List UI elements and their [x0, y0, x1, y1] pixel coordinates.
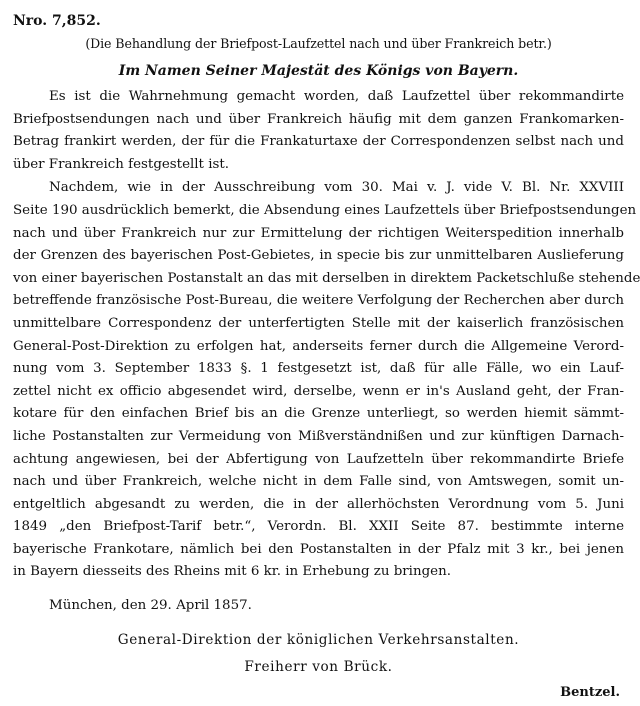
paragraph-2-line: General-Post-Direktion zu erfolgen hat, anderseits ferner durch die Allgemeine Verord-: [13, 338, 624, 354]
paragraph-2-line: nach und über Frankreich nur zur Ermittelung der richtigen Weiterspedition innerhalb: [13, 225, 624, 241]
paragraph-2-line: bayerische Frankotare, nämlich bei den Postanstalten in der Pfalz mit 3 kr., bei jenen: [13, 541, 624, 557]
paragraph-2-line: unmittelbare Correspondenz der unterfertigten Stelle mit der kaiserlich französischen: [13, 315, 624, 331]
paragraph-2-line: liche Postanstalten zur Vermeidung von Mißverständnißen und zur künftigen Darnach-: [13, 428, 624, 444]
paragraph-2: [13, 177, 640, 584]
paragraph-2-line: nung vom 3. September 1833 §. 1 festgesetzt ist, daß für alle Fälle, wo ein Lauf-: [13, 361, 624, 377]
paragraph-2-line: kotare für den einfachen Brief bis an die Grenze unterliegt, so werden hiemit sämmt-: [13, 406, 624, 422]
paragraph-2-line: von einer bayerischen Postanstalt an das mit derselben in direktem Packetschluße stehende: [13, 270, 640, 286]
countersignatory: Bentzel.: [560, 685, 620, 701]
paragraph-1-line: über Frankreich festgestellt ist.: [13, 156, 229, 172]
paragraph-2-line: Nachdem, wie in der Ausschreibung vom 30. Mai v. J. vide V. Bl. Nr. XXVIII: [49, 180, 624, 196]
paragraph-1-line: Briefpostsendungen nach und über Frankreich häufig mit dem ganzen Frankomarken-: [13, 111, 624, 127]
royal-invocation: Im Namen Seiner Majestät des Königs von Bayern.: [118, 63, 519, 79]
date-line: München, den 29. April 1857.: [49, 598, 252, 614]
paragraph-1-line: Betrag frankirt werden, der für die Frankaturtaxe der Correspondenzen selbst nach und: [13, 134, 624, 150]
paragraph-2-line: entgeltlich abgesandt zu werden, die in der allerhöchsten Verordnung vom 5. Juni: [13, 496, 624, 512]
paragraph-1: [13, 86, 624, 176]
issuing-authority: General-Direktion der königlichen Verkehrsanstalten.: [117, 632, 520, 649]
document-subject: (Die Behandlung der Briefpost-Laufzettel nach und über Frankreich betr.): [85, 36, 552, 51]
signatory: Freiherr von Brück.: [244, 659, 393, 676]
document-number: Nro. 7,852.: [13, 13, 101, 29]
paragraph-2-line: betreffende französische Post-Bureau, die weitere Verfolgung der Recherchen aber durch: [13, 293, 624, 309]
paragraph-2-line: Seite 190 ausdrücklich bemerkt, die Absendung eines Laufzettels über Briefpostsendungen: [13, 202, 637, 218]
paragraph-2-line: achtung angewiesen, bei der Abfertigung von Laufzetteln über rekommandirte Briefe: [13, 451, 624, 467]
paragraph-2-line: zettel nicht ex officio abgesendet wird, derselbe, wenn er in's Ausland geht, der Fran-: [13, 383, 624, 399]
paragraph-1-line: Es ist die Wahrnehmung gemacht worden, daß Laufzettel über rekommandirte: [49, 89, 624, 104]
paragraph-2-line: der Grenzen des bayerischen Post-Gebietes, in specie bis zur unmittelbaren Auslieferung: [13, 248, 624, 264]
paragraph-2-line: in Bayern diesseits des Rheins mit 6 kr. in Erhebung zu bringen.: [13, 564, 451, 580]
paragraph-2-line: 1849 „den Briefpost-Tarif betr.“, Verordn. Bl. XXII Seite 87. bestimmte interne: [13, 519, 624, 535]
paragraph-2-line: nach und über Frankreich, welche nicht in dem Falle sind, von Amtswegen, somit un-: [13, 474, 624, 490]
